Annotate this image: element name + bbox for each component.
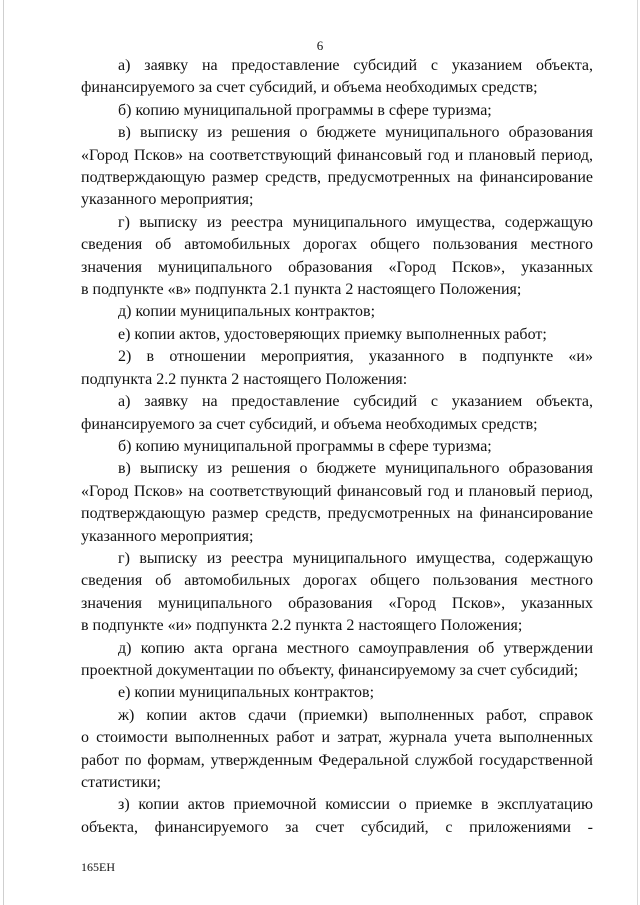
- paragraph: [81, 682, 593, 704]
- paragraph: [81, 458, 593, 548]
- paragraph-line: работ по формам, утвержденным Федеральной службой государственной: [81, 751, 593, 769]
- paragraph: [81, 301, 593, 323]
- paragraph: [81, 705, 593, 795]
- paragraph-line: сведения об автомобильных дорогах общего пользования местного: [81, 572, 593, 590]
- paragraph-line: з) копии актов приемочной комиссии о приемке в эксплуатацию: [118, 796, 593, 814]
- paragraph-line: объекта, финансируемого за счет субсидий, с приложениями -: [81, 818, 593, 836]
- paragraph-line: подтверждающую размер средств, предусмотренных на финансирование: [81, 505, 593, 523]
- paragraph-line: г) выписку из реестра муниципального имущества, содержащую: [118, 549, 593, 567]
- paragraph: [81, 794, 593, 839]
- paragraph: [81, 122, 593, 212]
- paragraph-line: подтверждающую размер средств, предусмотренных на финансирование: [81, 169, 593, 187]
- paragraph: [81, 391, 593, 436]
- paragraph: [81, 324, 593, 346]
- paragraph-line: ж) копии актов сдачи (приемки) выполненных работ, справок: [118, 706, 593, 724]
- paragraph-line: д) копии муниципальных контрактов;: [118, 303, 376, 321]
- paragraph-line: финансируемого за счет субсидий, и объема необходимых средств;: [81, 79, 538, 97]
- paragraph-line: в подпункте «и» подпункта 2.2 пункта 2 настоящего Положения;: [81, 617, 523, 635]
- paragraph-line: значения муниципального образования «Город Псков», указанных: [81, 258, 593, 276]
- paragraph-line: в подпункте «в» подпункта 2.1 пункта 2 настоящего Положения;: [81, 281, 522, 299]
- paragraph: [81, 55, 593, 100]
- paragraph-line: б) копию муниципальной программы в сфере туризма;: [118, 437, 492, 455]
- paragraph-line: указанного мероприятия;: [81, 191, 254, 209]
- paragraph: [81, 436, 593, 458]
- paragraph-line: в) выписку из решения о бюджете муниципального образования: [118, 124, 593, 142]
- paragraph-line: статистики;: [81, 774, 161, 791]
- paragraph-line: о стоимости выполненных работ и затрат, журнала учета выполненных: [81, 729, 593, 747]
- paragraph-line: «Город Псков» на соответствующий финансовый год и плановый период,: [81, 146, 593, 164]
- paragraph-line: значения муниципального образования «Город Псков», указанных: [81, 594, 593, 612]
- paragraph: [81, 548, 593, 638]
- scan-edge-left: [3, 0, 4, 905]
- paragraph: [81, 212, 593, 302]
- paragraph-line: а) заявку на предоставление субсидий с указанием объекта,: [118, 57, 593, 74]
- paragraph-line: сведения об автомобильных дорогах общего пользования местного: [81, 236, 593, 254]
- paragraph-line: указанного мероприятия;: [81, 527, 254, 545]
- paragraph-line: д) копию акта органа местного самоуправления об утверждении: [118, 639, 593, 657]
- paragraph-line: «Город Псков» на соответствующий финансовый год и плановый период,: [81, 482, 593, 500]
- paragraph-line: г) выписку из реестра муниципального имущества, содержащую: [118, 213, 593, 231]
- paragraph-line: б) копию муниципальной программы в сфере туризма;: [118, 101, 492, 119]
- paragraph: [81, 638, 593, 683]
- paragraph-line: в) выписку из решения о бюджете муниципального образования: [118, 460, 593, 478]
- paragraph-line: подпункта 2.2 пункта 2 настоящего Положения:: [81, 370, 408, 388]
- paragraph-line: е) копии актов, удостоверяющих приемку выполненных работ;: [118, 325, 547, 343]
- paragraph-line: а) заявку на предоставление субсидий с указанием объекта,: [118, 393, 593, 411]
- paragraph-line: проектной документации по объекту, финансируемому за счет субсидий;: [81, 661, 579, 679]
- paragraph: [81, 100, 593, 122]
- document-body: [81, 55, 593, 839]
- paragraph-line: финансируемого за счет субсидий, и объема необходимых средств;: [81, 415, 538, 433]
- scan-edge-right: [637, 0, 638, 905]
- page-number: 6: [316, 38, 324, 53]
- paragraph-line: е) копии муниципальных контрактов;: [118, 684, 375, 702]
- document-footer-code: 165ЕН: [81, 860, 115, 874]
- paragraph-line: 2) в отношении мероприятия, указанного в подпункте «и»: [118, 348, 593, 366]
- paragraph: [81, 346, 593, 391]
